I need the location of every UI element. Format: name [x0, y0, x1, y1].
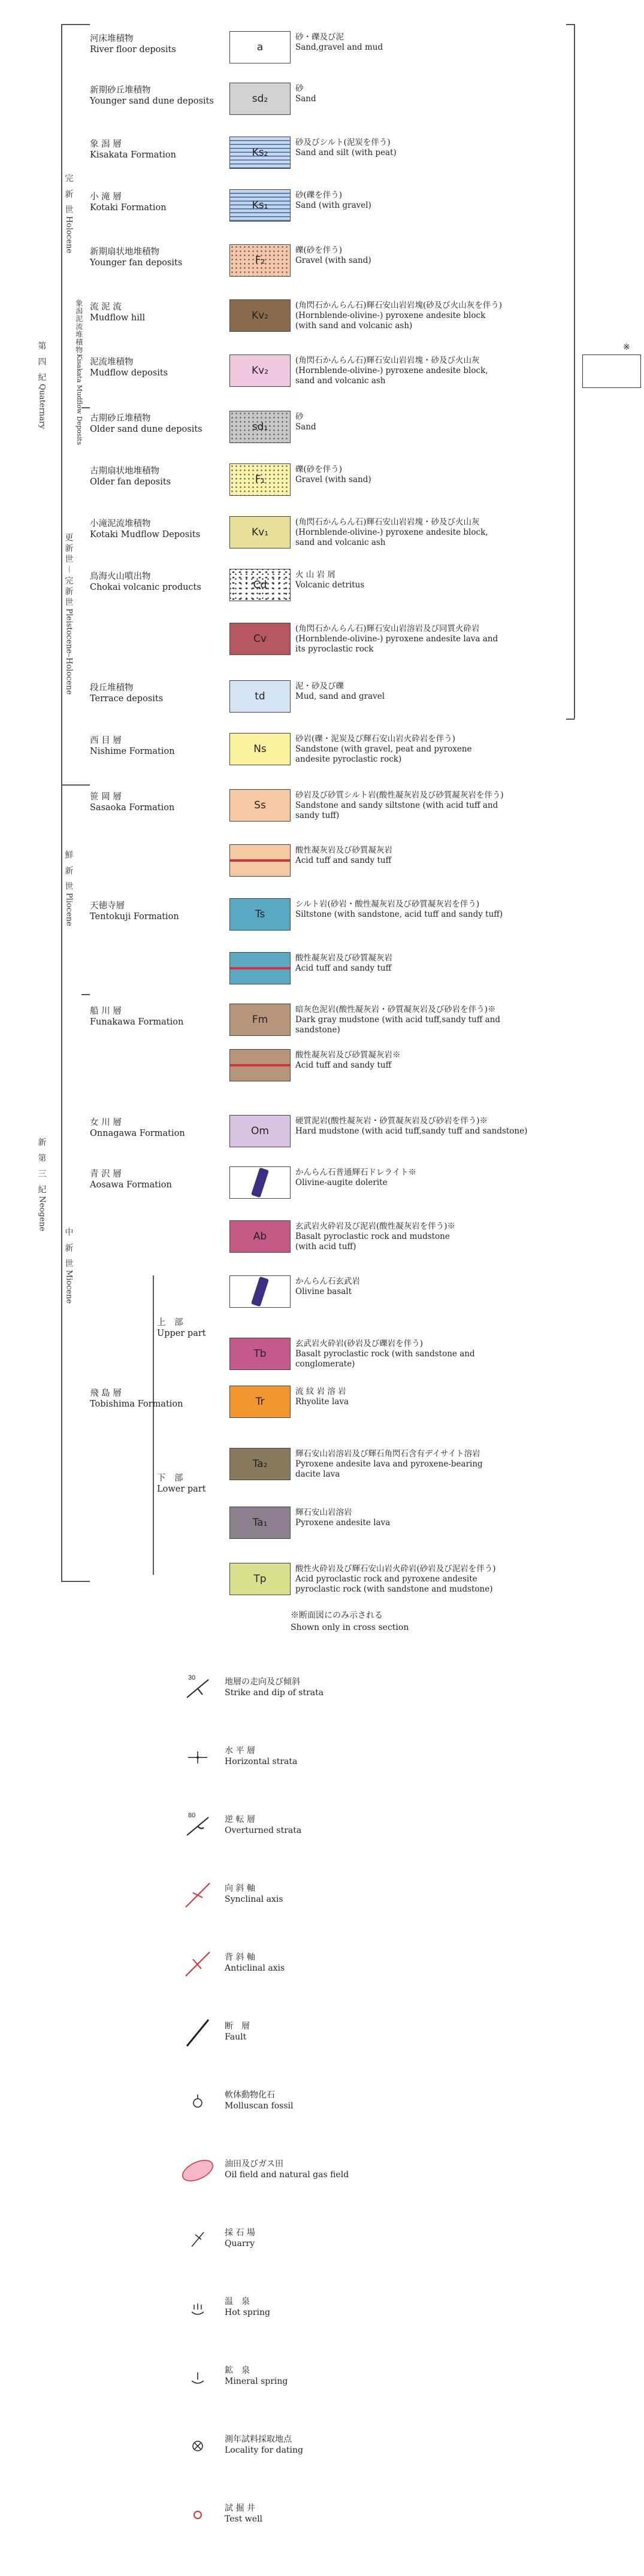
era-start-line	[61, 24, 90, 25]
formation-name-en: Younger sand dune deposits	[90, 96, 214, 106]
formation-name-en: Sasaoka Formation	[90, 803, 175, 813]
legend-text-jp: 逆 転 層	[225, 1815, 255, 1825]
unit-description	[295, 790, 583, 821]
unit-color-box	[229, 354, 291, 387]
formation-name	[90, 192, 228, 213]
description-en: Sandstone and sandy siltstone (with acid tuff and	[295, 801, 498, 810]
unit-color-box	[229, 411, 291, 443]
unit-code: Kv₂	[251, 310, 269, 322]
legend-text-en: Test well	[225, 2514, 263, 2524]
unit-description	[295, 1449, 583, 1480]
unit-code: F₂	[255, 254, 265, 266]
description-en: Sand and silt (with peat)	[295, 148, 397, 157]
formation-name	[90, 413, 228, 435]
description-jp: シルト岩(砂岩・酸性凝灰岩及び砂質凝灰岩を伴う)	[295, 899, 480, 909]
quarry-icon	[180, 2222, 216, 2257]
formation-name-en: Aosawa Formation	[90, 1180, 172, 1190]
description-jp: かんらん石玄武岩	[295, 1277, 360, 1286]
formation-name	[90, 302, 228, 323]
formation-name-jp: 笹 岡 層	[90, 792, 122, 802]
legend-text-jp: 軟体動物化石	[225, 2090, 275, 2100]
formation-name-en: Tobishima Formation	[90, 1399, 183, 1409]
formation-name-jp: 天徳寺層	[90, 901, 125, 911]
formation-name-en: Chokai volcanic products	[90, 583, 201, 592]
lower-part-label: 下 部 Lower part	[157, 1474, 206, 1494]
legend-text-jp: 油田及びガス田	[225, 2159, 283, 2169]
formation-name-jp: 新期砂丘堆積物	[90, 86, 151, 95]
unit-code: Cd	[253, 579, 267, 591]
legend-text	[225, 2503, 262, 2525]
mineral-spring-icon	[180, 2359, 216, 2395]
mollusc-icon	[180, 2084, 216, 2120]
description-jp: 礫(砂を伴う)	[295, 246, 343, 255]
formation-name	[90, 466, 228, 487]
quaternary-side-box	[582, 354, 641, 388]
formation-name-jp: 小 滝 層	[90, 192, 122, 202]
unit-code: Ta₁	[252, 1517, 268, 1529]
legend-text-jp: 測年試料採取地点	[225, 2435, 292, 2444]
hot-spring-icon	[180, 2290, 216, 2326]
formation-name-jp: 船 川 層	[90, 1007, 122, 1016]
formation-name	[90, 519, 228, 540]
unit-description	[295, 356, 583, 386]
formation-name	[90, 247, 228, 268]
description-en: conglomerate)	[295, 1359, 355, 1369]
unit-code: Om	[251, 1125, 269, 1137]
unit-description	[295, 517, 583, 548]
unit-color-box	[229, 1563, 291, 1595]
legend-text-jp: 試 掘 井	[225, 2504, 255, 2513]
unit-color-box	[229, 1448, 291, 1480]
unit-color-box	[229, 463, 291, 496]
legend-text-jp: 向 斜 軸	[225, 1884, 255, 1893]
overturned-strata-icon	[180, 1808, 216, 1844]
side-box-code: Q	[607, 366, 616, 376]
formation-name-jp: 古期扇状地堆積物	[90, 466, 159, 476]
unit-code: sd₁	[252, 421, 268, 433]
description-jp: 輝石安山岩溶岩及び輝石角閃石含有デイサイト溶岩	[295, 1449, 480, 1459]
unit-description	[295, 681, 583, 702]
horizontal-strata-icon	[180, 1739, 216, 1775]
description-en: Acid tuff and sandy tuff	[295, 963, 392, 973]
legend-text-en: Fault	[225, 2032, 247, 2042]
era-bracket-line	[61, 24, 62, 1581]
oil-gas-field-icon	[180, 2153, 216, 2189]
epoch-miocene: 中 新 世Miocene	[64, 1228, 74, 1304]
unit-description	[295, 301, 583, 331]
description-en: (Hornblende-olivine-) pyroxene andesite block,	[295, 366, 488, 375]
description-en: (with sand and volcanic ash)	[295, 321, 413, 331]
epoch-pliocene: 鮮 新 世Pliocene	[64, 850, 74, 926]
description-jp: 砂岩(礫・泥炭及び輝石安山岩火砕岩を伴う)	[295, 734, 456, 744]
unit-description	[295, 138, 583, 158]
formation-name	[90, 735, 228, 757]
description-en: Basalt pyroclastic rock and mudstone	[295, 1232, 450, 1241]
unit-color-box	[229, 623, 291, 655]
unit-code: Ks₁	[252, 199, 268, 211]
description-en: sandy tuff)	[295, 811, 340, 820]
description-jp: かんらん石普通輝石ドレライト※	[295, 1168, 417, 1177]
formation-name	[90, 34, 228, 55]
unit-code: Cv	[253, 633, 267, 645]
unit-color-box	[229, 83, 291, 115]
description-en: Mud, sand and gravel	[295, 692, 385, 701]
formation-name	[90, 1388, 228, 1410]
test-well-icon	[180, 2497, 216, 2533]
description-en: Sand,gravel and mud	[295, 43, 383, 52]
description-jp: 流 紋 岩 溶 岩	[295, 1387, 346, 1396]
note-en: Shown only in cross section	[291, 1623, 409, 1632]
unit-description	[295, 899, 583, 920]
unit-code: Kv₁	[251, 526, 269, 538]
formation-name	[90, 1169, 228, 1190]
syncline-icon	[180, 1877, 216, 1913]
unit-code: Ks₂	[252, 147, 268, 159]
legend-text-jp: 水 平 層	[225, 1746, 255, 1756]
unit-description	[295, 845, 583, 866]
unit-code: F₁	[255, 474, 265, 486]
formation-name	[90, 683, 228, 704]
era-divider-1	[61, 784, 90, 786]
unit-description	[295, 412, 583, 432]
legend-text-en: Mineral spring	[225, 2377, 288, 2386]
legend-text-en: Quarry	[225, 2239, 255, 2248]
unit-color-box	[229, 189, 291, 222]
unit-color-box	[229, 516, 291, 548]
legend-text-en: Horizontal strata	[225, 1757, 298, 1766]
legend-text-jp: 断 層	[225, 2022, 250, 2031]
legend-symbol-label: 30	[188, 1674, 196, 1681]
fault-icon	[180, 2015, 216, 2051]
unit-color-box	[229, 1507, 291, 1539]
unit-code: Kv₂	[251, 365, 269, 377]
description-jp: 玄武岩火砕岩(砂岩及び礫岩を伴う)	[295, 1339, 424, 1348]
description-en: Sand	[295, 94, 316, 104]
dike-symbol	[251, 1168, 269, 1198]
upper-part-label: 上 部 Upper part	[157, 1318, 206, 1338]
description-en: dacite lava	[295, 1469, 340, 1479]
legend-text	[225, 2434, 303, 2456]
formation-name-en: Nishime Formation	[90, 747, 175, 756]
legend-text	[225, 1883, 283, 1905]
legend-text	[225, 2021, 250, 2042]
legend-text	[225, 2365, 288, 2387]
unit-description	[295, 734, 583, 765]
formation-name-jp: 小滝泥流堆積物	[90, 519, 151, 529]
legend-text-jp: 地層の走向及び傾斜	[225, 1677, 300, 1687]
unit-code: sd₂	[252, 93, 268, 105]
description-jp: 暗灰色泥岩(酸性凝灰岩・砂質凝灰岩及び砂岩を伴う)※	[295, 1005, 496, 1014]
epoch-pleistocene-holocene: 更新世－完新世Pleistocene–Holocene	[64, 533, 74, 695]
description-en: (Hornblende-olivine-) pyroxene andesite lava and	[295, 634, 498, 644]
description-jp: 酸性凝灰岩及び砂質凝灰岩	[295, 953, 392, 963]
legend-text	[225, 1745, 297, 1767]
right-bracket-bottom	[566, 719, 575, 720]
formation-name-en: Older sand dune deposits	[90, 425, 202, 434]
unit-code: Ss	[254, 799, 266, 811]
description-en: Pyroxene andesite lava and pyroxene-bearing	[295, 1459, 483, 1469]
legend-symbol-label: 80	[188, 1812, 196, 1819]
formation-name-jp: 飛 島 層	[90, 1389, 122, 1398]
formation-name	[90, 357, 228, 378]
description-jp: 砂(礫を伴う)	[295, 190, 343, 200]
formation-name-jp: 青 沢 層	[90, 1169, 122, 1179]
legend-text-en: Anticlinal axis	[225, 1963, 285, 1973]
description-jp: 砂・礫及び泥	[295, 32, 344, 42]
formation-name-en: Kotaki Formation	[90, 203, 167, 213]
formation-name-jp: 新期扇状地堆積物	[90, 247, 159, 257]
epoch-divider-2	[81, 994, 90, 995]
unit-color-box	[229, 1166, 291, 1199]
formation-name-jp: 西 目 層	[90, 736, 122, 745]
description-jp: 砂岩及び砂質シルト岩(酸性凝灰岩及び砂質凝灰岩を伴う)	[295, 790, 504, 800]
description-jp: 泥・砂及び礫	[295, 681, 344, 691]
unit-color-box	[229, 733, 291, 765]
description-en: (Hornblende-olivine-) pyroxene andesite block	[295, 311, 486, 320]
unit-code: Tr	[255, 1396, 265, 1408]
unit-color-box	[229, 1386, 291, 1418]
description-jp: 砂及びシルト(泥炭を伴う)	[295, 138, 391, 147]
description-en: Hard mudstone (with acid tuff,sandy tuff and sandstone)	[295, 1126, 528, 1136]
formation-name	[90, 85, 228, 107]
legend-text-en: Overturned strata	[225, 1826, 302, 1835]
unit-color-box	[229, 299, 291, 332]
description-en: sandstone)	[295, 1025, 340, 1035]
unit-color-box	[229, 244, 291, 277]
unit-code: Ns	[253, 743, 267, 755]
right-bracket-line	[574, 24, 575, 719]
unit-color-box	[229, 569, 291, 601]
description-en: Olivine basalt	[295, 1287, 352, 1296]
unit-description	[295, 953, 583, 974]
dating-locality-icon	[180, 2428, 216, 2464]
era-neogene: 新 第 三 紀Neogene	[37, 1138, 47, 1232]
unit-color-box	[229, 1338, 291, 1370]
formation-name-en: Funakawa Formation	[90, 1017, 184, 1027]
legend-text-en: Locality for dating	[225, 2445, 303, 2455]
unit-code: Ts	[255, 908, 265, 920]
unit-description	[295, 190, 583, 211]
legend-text-en: Synclinal axis	[225, 1895, 283, 1904]
description-en: Dark gray mudstone (with acid tuff,sandy tuff and	[295, 1015, 501, 1025]
legend-text	[225, 2296, 270, 2318]
legend-text	[225, 2159, 349, 2180]
unit-description	[295, 465, 583, 485]
unit-color-box	[229, 789, 291, 822]
legend-text-en: Hot spring	[225, 2308, 271, 2317]
description-en: Acid pyroclastic rock and pyroxene andesite	[295, 1574, 477, 1584]
unit-color-box	[229, 1004, 291, 1036]
formation-name-jp: 段丘堆積物	[90, 683, 134, 693]
description-en: Acid tuff and sandy tuff	[295, 1060, 392, 1070]
strike-dip-icon	[180, 1671, 216, 1707]
description-jp: (角閃石かんらん石)輝石安山岩岩塊・砂及び火山灰	[295, 356, 480, 365]
legend-text	[225, 2090, 294, 2111]
description-jp: 酸性凝灰岩及び砂質凝灰岩※	[295, 1050, 401, 1060]
unit-code: Tb	[253, 1348, 267, 1360]
description-en: its pyroclastic rock	[295, 644, 374, 654]
unit-description	[295, 32, 583, 53]
unit-description	[295, 1564, 583, 1595]
unit-color-box	[229, 1275, 291, 1308]
unit-description	[295, 1222, 583, 1252]
legend-text-jp: 背 斜 軸	[225, 1953, 255, 1962]
formation-name	[90, 1006, 228, 1028]
formation-name-jp: 古期砂丘堆積物	[90, 414, 151, 423]
unit-description	[295, 1005, 583, 1035]
anticline-icon	[180, 1946, 216, 1982]
unit-description	[295, 1339, 583, 1369]
formation-name	[90, 792, 228, 813]
formation-name-en: Mudflow hill	[90, 313, 146, 323]
note-jp: ※断面図にのみ示される	[291, 1611, 383, 1620]
formation-name-en: Tentokuji Formation	[90, 912, 179, 922]
legend-text	[225, 1814, 301, 1836]
description-en: Pyroxene andesite lava	[295, 1518, 391, 1528]
description-jp: 玄武岩火砕岩及び泥岩(酸性凝灰岩を伴う)※	[295, 1222, 456, 1231]
unit-color-box	[229, 952, 291, 984]
right-bracket-top	[566, 24, 575, 25]
description-en: Olivine-augite dolerite	[295, 1178, 388, 1187]
formation-name-jp: 象 潟 層	[90, 140, 122, 149]
legend-text-jp: 温 泉	[225, 2297, 250, 2307]
description-en: Basalt pyroclastic rock (with sandstone and	[295, 1349, 475, 1359]
formation-name-en: Kisakata Formation	[90, 150, 176, 160]
formation-name-en: Older fan deposits	[90, 477, 171, 487]
unit-color-box	[229, 1049, 291, 1081]
unit-description	[295, 1277, 583, 1297]
description-en: Gravel (with sand)	[295, 475, 371, 484]
formation-name	[90, 571, 228, 593]
legend-text	[225, 1677, 323, 1698]
legend-text-en: Molluscan fossil	[225, 2101, 294, 2111]
description-en: Sand (with gravel)	[295, 201, 371, 210]
kisakata-mudflow-label: 象潟泥流堆積物Kisakata Mudflow Deposits	[74, 299, 83, 446]
description-en: Sand	[295, 422, 316, 432]
formation-name-jp: 鳥海火山噴出物	[90, 572, 151, 581]
description-en: Acid tuff and sandy tuff	[295, 856, 392, 865]
unit-code: Ta₂	[252, 1458, 268, 1470]
description-en: sand and volcanic ash	[295, 538, 386, 547]
epoch-holocene: 完 新 世Holocene	[64, 174, 74, 254]
dike-symbol	[251, 1277, 269, 1307]
description-jp: 酸性火砕岩及び輝石安山岩火砕岩(砂岩及び泥岩を伴う)	[295, 1564, 496, 1574]
unit-description	[295, 1387, 583, 1407]
description-en: (Hornblende-olivine-) pyroxene andesite block,	[295, 528, 488, 537]
formation-name-jp: 流 泥 流	[90, 302, 122, 312]
description-jp: 硬質泥岩(酸性凝灰岩・砂質凝灰岩及び砂岩を伴う)※	[295, 1116, 488, 1126]
formation-name-jp: 女 川 層	[90, 1118, 122, 1128]
description-en: (with acid tuff)	[295, 1242, 356, 1251]
description-en: pyroclastic rock (with sandstone and mudstone)	[295, 1584, 493, 1594]
description-jp: 輝石安山岩溶岩	[295, 1508, 352, 1517]
formation-name-en: Kotaki Mudflow Deposits	[90, 530, 201, 540]
description-en: Rhyolite lava	[295, 1397, 349, 1407]
formation-name-jp: 泥流堆積物	[90, 357, 134, 367]
unit-code: a	[256, 41, 264, 53]
description-en: andesite pyroclastic rock)	[295, 754, 402, 764]
unit-description	[295, 1116, 583, 1137]
description-en: Gravel (with sand)	[295, 256, 371, 265]
unit-description	[295, 1050, 583, 1071]
formation-name	[90, 901, 228, 922]
unit-description	[295, 570, 583, 590]
cross-section-note	[291, 1610, 409, 1634]
legend-text-jp: 鉱 泉	[225, 2366, 250, 2375]
legend-text-jp: 採 石 場	[225, 2228, 255, 2238]
unit-description	[295, 1508, 583, 1528]
description-en: Volcanic detritus	[295, 580, 365, 590]
description-jp: (角閃石かんらん石)輝石安山岩溶岩及び同質火砕岩	[295, 624, 480, 634]
legend-text-en: Strike and dip of strata	[225, 1688, 324, 1698]
description-en: Sandstone (with gravel, peat and pyroxene	[295, 744, 472, 754]
era-end-line	[61, 1581, 90, 1582]
description-jp: (角閃石かんらん石)輝石安山岩岩塊(砂及び火山灰を伴う)	[295, 301, 503, 310]
unit-code: Tp	[253, 1573, 267, 1585]
unit-color-box	[229, 1220, 291, 1253]
formation-name-en: Terrace deposits	[90, 694, 164, 704]
description-en: Siltstone (with sandstone, acid tuff and sandy tuff)	[295, 910, 503, 919]
unit-code: td	[255, 690, 265, 702]
unit-code: Ab	[253, 1231, 267, 1242]
side-box-mark: ※	[623, 343, 630, 352]
legend-text	[225, 2228, 255, 2249]
legend-text	[225, 1952, 285, 1974]
unit-description	[295, 246, 583, 266]
description-jp: 火 山 岩 屑	[295, 570, 335, 580]
legend-text-en: Oil field and natural gas field	[225, 2170, 349, 2180]
unit-code: Fm	[252, 1014, 268, 1026]
description-jp: (角閃石かんらん石)輝石安山岩岩塊・砂及び火山灰	[295, 517, 480, 527]
unit-color-box	[229, 844, 291, 877]
description-en: sand and volcanic ash	[295, 376, 386, 386]
unit-color-box	[229, 1115, 291, 1147]
unit-color-box	[229, 898, 291, 931]
formation-name-en: Mudflow deposits	[90, 368, 168, 378]
formation-name-en: Younger fan deposits	[90, 258, 183, 268]
unit-description	[295, 624, 583, 654]
unit-color-box	[229, 680, 291, 713]
unit-color-box	[229, 137, 291, 169]
tobishima-bracket	[153, 1275, 154, 1575]
description-jp: 酸性凝灰岩及び砂質凝灰岩	[295, 845, 392, 855]
description-jp: 砂	[295, 412, 304, 422]
unit-description	[295, 84, 583, 104]
description-jp: 礫(砂を伴う)	[295, 465, 343, 474]
era-quaternary: 第 四 紀Quaternary	[37, 341, 47, 429]
formation-name-jp: 河床堆積物	[90, 34, 134, 44]
unit-description	[295, 1168, 583, 1188]
description-jp: 砂	[295, 84, 304, 93]
formation-name	[90, 139, 228, 160]
unit-color-box	[229, 31, 291, 63]
formation-name-en: Onnagawa Formation	[90, 1129, 185, 1138]
formation-name-en: River floor deposits	[90, 45, 176, 54]
formation-name	[90, 1117, 228, 1139]
